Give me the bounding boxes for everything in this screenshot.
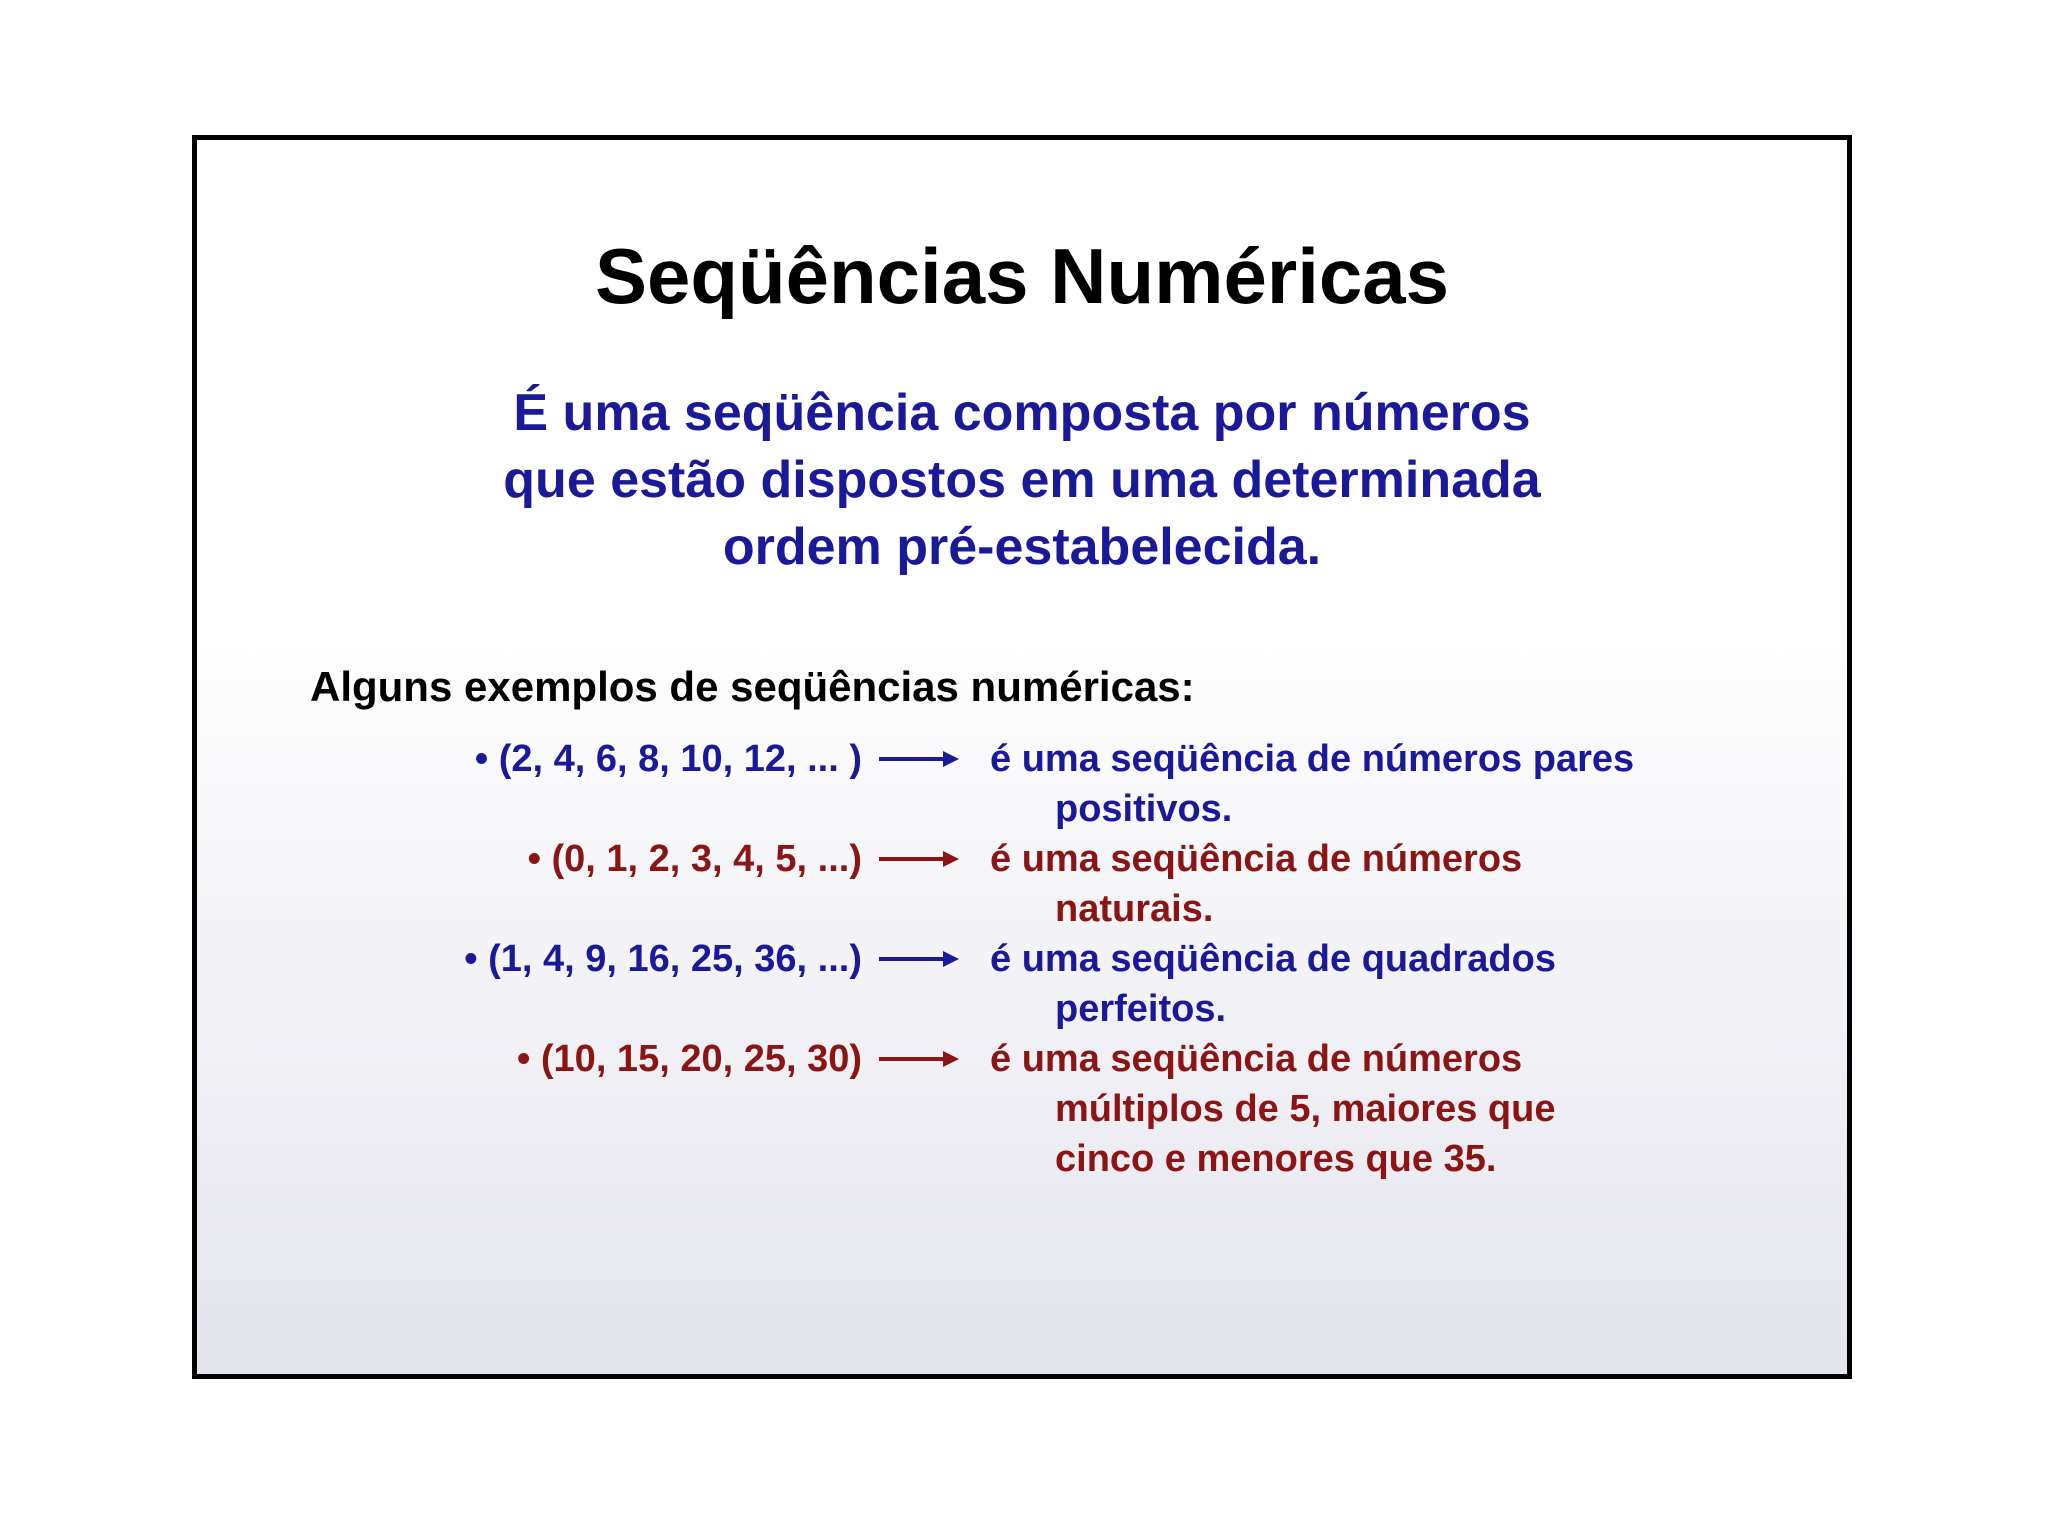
slide-title: Seqüências Numéricas <box>594 232 1450 320</box>
sequence-description <box>990 934 1847 1034</box>
description-line: positivos. <box>1055 788 1233 830</box>
arrow-right-icon <box>879 846 959 872</box>
arrow-right-icon <box>879 946 959 972</box>
example-item <box>197 834 1847 934</box>
sequence-text: • (1, 4, 9, 16, 25, 36, ...) <box>464 938 862 980</box>
slide-frame <box>192 135 1852 1379</box>
sequence-description <box>990 734 1847 834</box>
definition-line-3: ordem pré-estabelecida. <box>722 518 1322 576</box>
sequence-description <box>990 834 1847 934</box>
arrow-right-icon <box>879 1046 959 1072</box>
description-line: perfeitos. <box>1055 988 1227 1030</box>
example-item <box>197 1034 1847 1184</box>
definition-line-1: É uma seqüência composta por números <box>513 384 1531 442</box>
sequence-text: • (10, 15, 20, 25, 30) <box>517 1038 862 1080</box>
description-line: cinco e menores que 35. <box>1055 1138 1497 1180</box>
examples-heading: Alguns exemplos de seqüências numéricas: <box>310 663 1195 710</box>
definition-text <box>197 380 1847 581</box>
description-line: é uma seqüência de números <box>990 1038 1523 1080</box>
examples-list <box>197 734 1847 1184</box>
sequence-text: • (2, 4, 6, 8, 10, 12, ... ) <box>474 738 862 780</box>
sequence-text: • (0, 1, 2, 3, 4, 5, ...) <box>527 838 862 880</box>
sequence-description <box>990 1034 1847 1184</box>
example-item <box>197 934 1847 1034</box>
arrow-right-icon <box>879 746 959 772</box>
description-line: múltiplos de 5, maiores que <box>1055 1088 1556 1130</box>
description-line: é uma seqüência de números <box>990 838 1523 880</box>
description-line: é uma seqüência de quadrados <box>990 938 1556 980</box>
description-line: naturais. <box>1055 888 1214 930</box>
definition-line-2: que estão dispostos em uma determinada <box>503 451 1541 509</box>
description-line: é uma seqüência de números pares <box>990 738 1635 780</box>
example-item <box>197 734 1847 834</box>
